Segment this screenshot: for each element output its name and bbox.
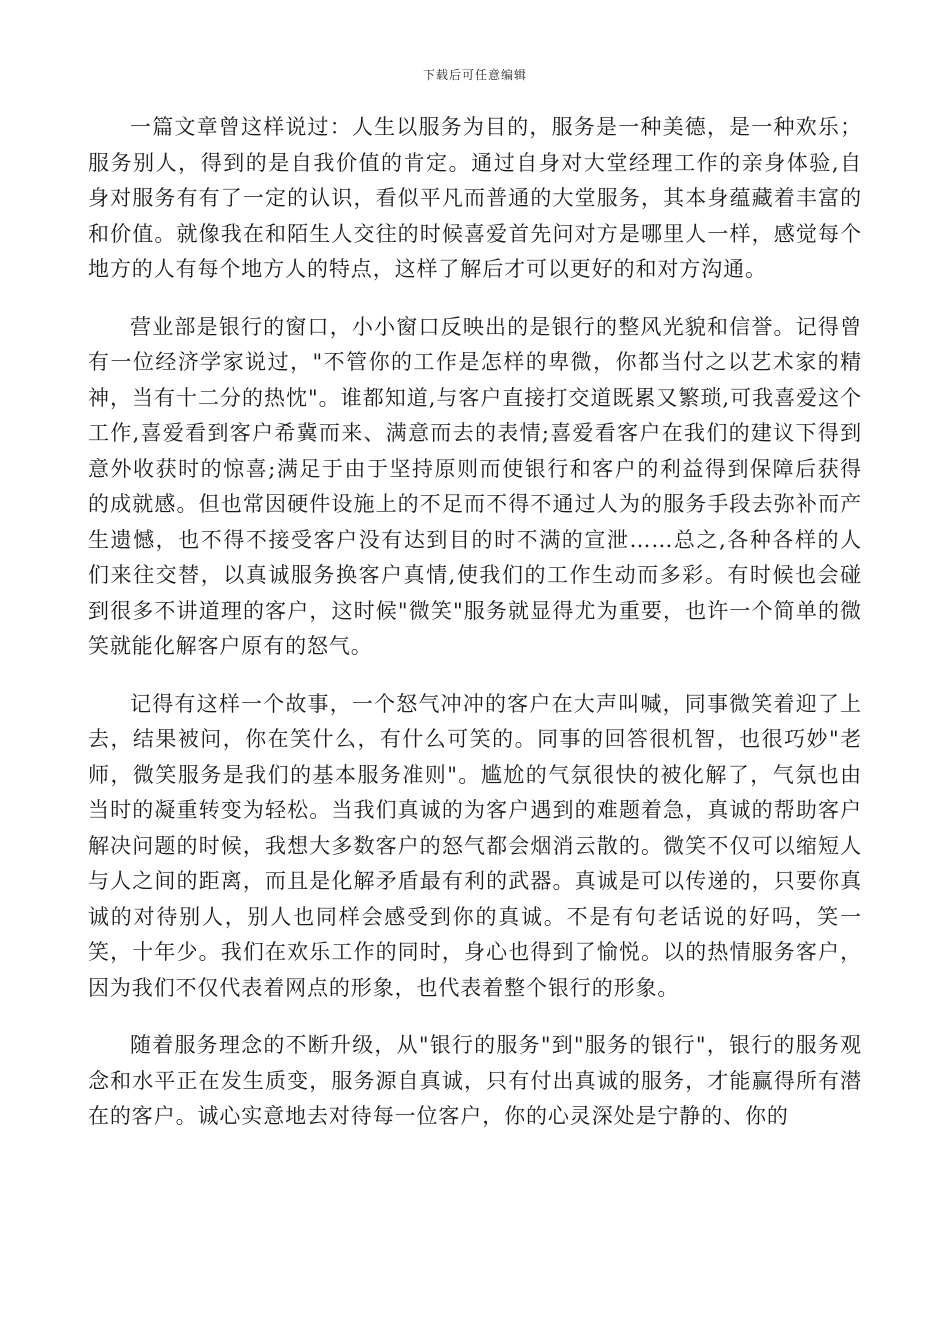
paragraph-1: 一篇文章曾这样说过：人生以服务为目的，服务是一种美德，是一种欢乐；服务别人，得到的是自我价值的肯定。通过自身对大堂经理工作的亲身体验,自身对服务有有了一定的认识，看似平凡而普通的大堂服务，其本身蕴藏着丰富的和价值。就像我在和陌生人交往的时候喜爱首先问对方是哪里人一样，感觉每个地方的人有每个地方人的特点，这样了解后才可以更好的和对方沟通。 xyxy=(88,115,862,281)
paragraph-3: 记得有这样一个故事，一个怒气冲冲的客户在大声叫喊，同事微笑着迎了上去，结果被问，你在笑什么，有什么可笑的。同事的回答很机智，也很巧妙"老师，微笑服务是我们的基本服务准则"。尴尬的气氛很快的被化解了，气氛也由当时的凝重转变为轻松。当我们真诚的为客户遇到的难题着急，真诚的帮助客户解决问题的时候，我想大多数客户的怒气都会烟消云散的。微笑不仅可以缩短人与人之间的距离，而且是化解矛盾最有利的武器。真诚是可以传递的，只要你真诚的对待别人，别人也同样会感受到你的真诚。不是有句老话说的好吗，笑一笑，十年少。我们在欢乐工作的同时，身心也得到了愉悦。以的热情服务客户，因为我们不仅代表着网点的形象，也代表着整个银行的形象。 xyxy=(88,691,862,1000)
paragraph-4: 随着服务理念的不断升级，从"银行的服务"到"服务的银行"，银行的服务观念和水平正在发生质变，服务源自真诚，只有付出真诚的服务，才能赢得所有潜在的客户。诚心实意地去对待每一位客户，你的心灵深处是宁静的、你的 xyxy=(88,1033,862,1128)
page-header: 下载后可任意编辑 xyxy=(422,68,527,82)
document-body xyxy=(88,110,862,1157)
paragraph-2: 营业部是银行的窗口，小小窗口反映出的是银行的整风光貌和信誉。记得曾有一位经济学家说过，"不管你的工作是怎样的卑微，你都当付之以艺术家的精神，当有十二分的热忱"。谁都知道,与客户直接打交道既累又繁琐,可我喜爱这个工作,喜爱看到客户希冀而来、满意而去的表情;喜爱看客户在我们的建议下得到意外收获时的惊喜;满足于由于坚持原则而使银行和客户的利益得到保障后获得的成就感。但也常因硬件设施上的不足而不得不通过人为的服务手段去弥补而产生遗憾，也不得不接受客户没有达到目的时不满的宣泄……总之,各种各样的人们来往交替，以真诚服务换客户真情,使我们的工作生动而多彩。有时候也会碰到很多不讲道理的客户，这时候"微笑"服务就显得尤为重要，也许一个简单的微笑就能化解客户原有的怒气。 xyxy=(88,314,862,658)
